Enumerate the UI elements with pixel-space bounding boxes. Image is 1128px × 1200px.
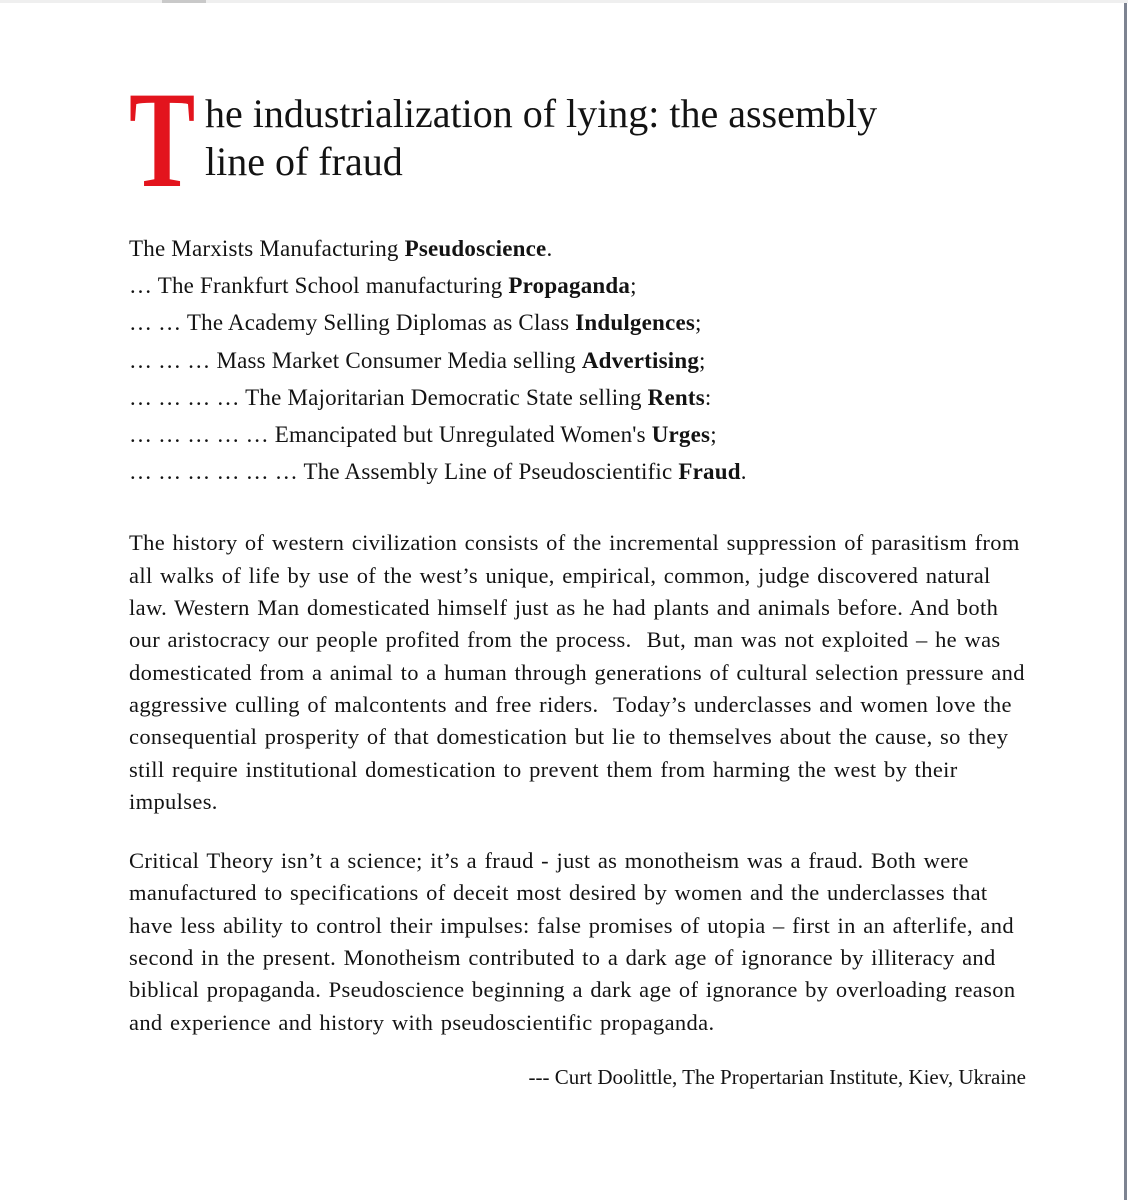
cascade-line-1 bbox=[129, 230, 1026, 267]
cascade-line-7 bbox=[129, 453, 1026, 490]
paragraph-2: Critical Theory isn’t a science; it’s a fraud - just as monotheism was a fraud. Both were manufactured to specifications of deceit most desired by women and the underclasses that have less ability to control their impulses: false promises of utopia – first in an afterlife, and second in the present. Monotheism contributed to a dark age of ignorance by illiteracy and biblical propaganda. Pseudoscience beginning a dark age of ignorance by overloading reason and experience and history with pseudoscientific propaganda. bbox=[129, 848, 1023, 1035]
cascade-line-1-punct: . bbox=[546, 236, 553, 261]
title-line-1: he industrialization of lying: the assembly bbox=[205, 91, 878, 136]
cascade-line-3-punct: ; bbox=[695, 310, 702, 336]
drop-cap-letter: T bbox=[129, 63, 196, 216]
cascade-list bbox=[129, 230, 1026, 490]
cascade-line-4-keyword: Advertising bbox=[581, 347, 700, 373]
paragraph-1: The history of western civilization consists of the incremental suppression of parasitism from all walks of life by use of the west’s unique, empirical, common, judge discovered natural law. Western Man domesticated himself just as he had plants and animals before. And both our aristocracy our people profited from the process. But, man was not exploited – he was domesticated from a animal to a human through generations of cultural selection pressure and aggressive culling of malcontents and free riders. Today’s underclasses and women love the consequential prosperity of that domestication but lie to themselves about the cause, so they still require institutional domestication to prevent them from harming the west by their impulses. bbox=[129, 530, 1033, 814]
cascade-line-1-text: The Marxists Manufacturing bbox=[129, 236, 405, 261]
cascade-line-2-text: … The Frankfurt School manufacturing bbox=[129, 273, 509, 299]
cascade-line-5 bbox=[129, 379, 1026, 416]
cascade-line-6-keyword: Urges bbox=[651, 422, 711, 448]
cascade-line-2-keyword: Propaganda bbox=[508, 273, 631, 299]
cascade-line-3-text: … … The Academy Selling Diplomas as Class bbox=[129, 310, 576, 336]
cascade-line-6-text: … … … … … Emancipated but Unregulated Women's bbox=[129, 422, 652, 448]
cascade-line-4 bbox=[129, 342, 1026, 379]
document-page bbox=[129, 63, 1033, 1089]
cascade-line-5-keyword: Rents bbox=[647, 384, 705, 410]
cascade-line-5-punct: : bbox=[704, 384, 712, 410]
cascade-line-7-text: … … … … … … The Assembly Line of Pseudoscientific bbox=[129, 459, 679, 485]
scrollbar-thumb[interactable] bbox=[162, 0, 206, 3]
cascade-line-3 bbox=[129, 304, 1026, 341]
cascade-line-5-text: … … … … The Majoritarian Democratic State selling bbox=[129, 384, 648, 410]
page-edge-line bbox=[1124, 3, 1127, 1200]
article-title bbox=[129, 63, 1026, 216]
attribution-line: --- Curt Doolittle, The Propertarian Institute, Kiev, Ukraine bbox=[528, 1064, 1026, 1089]
scrollbar-track[interactable] bbox=[0, 0, 1128, 3]
cascade-line-6 bbox=[129, 416, 1026, 453]
cascade-line-2-punct: ; bbox=[630, 273, 637, 299]
cascade-line-6-punct: ; bbox=[710, 422, 717, 448]
cascade-line-7-keyword: Fraud bbox=[678, 459, 741, 485]
cascade-line-3-keyword: Indulgences bbox=[575, 310, 696, 336]
cascade-line-7-punct: . bbox=[740, 459, 747, 485]
cascade-line-2 bbox=[129, 267, 1026, 304]
cascade-line-4-text: … … … Mass Market Consumer Media selling bbox=[129, 347, 582, 373]
cascade-line-4-punct: ; bbox=[699, 347, 706, 373]
title-line-2: line of fraud bbox=[205, 139, 403, 184]
cascade-line-1-keyword: Pseudoscience bbox=[404, 236, 547, 261]
